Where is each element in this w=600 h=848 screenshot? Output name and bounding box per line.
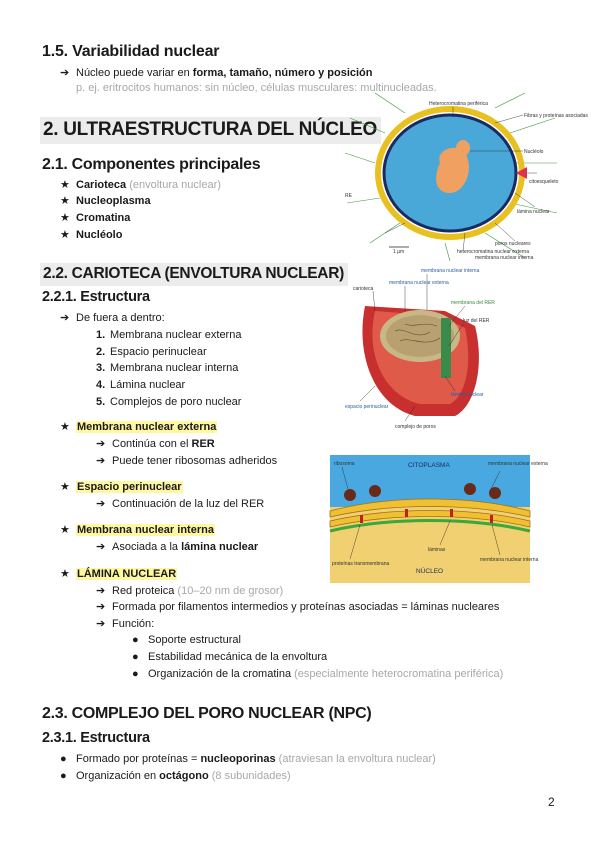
star-icon: ★ bbox=[60, 524, 70, 536]
section-title-2-2: 2.2. CARIOTECA (ENVOLTURA NUCLEAR) bbox=[40, 263, 348, 286]
fig2-label: carioteca bbox=[353, 286, 374, 292]
sub-item: ➔ Función: bbox=[96, 618, 155, 630]
star-icon: ★ bbox=[60, 481, 70, 493]
highlight-heading: ★ Membrana nuclear interna bbox=[60, 524, 214, 536]
star-icon: ★ bbox=[60, 212, 70, 224]
fig2-label: lámina nuclear bbox=[451, 392, 484, 398]
fig2-label: espacio perinuclear bbox=[345, 404, 389, 410]
bullet-icon: ● bbox=[60, 770, 67, 782]
rer-cut bbox=[441, 318, 451, 378]
fig1-label: Nucléolo bbox=[524, 149, 544, 155]
variability-line: ➔ Núcleo puede variar en forma, tamaño, número y posición bbox=[60, 67, 373, 79]
section-title-1-5: 1.5. Variabilidad nuclear bbox=[42, 43, 220, 60]
star-icon: ★ bbox=[60, 229, 70, 241]
list-item: ★ Cromatina bbox=[60, 212, 131, 224]
ordered-item: 2. Espacio perinuclear bbox=[96, 346, 207, 358]
section-title-2-3: 2.3. COMPLEJO DEL PORO NUCLEAR (NPC) bbox=[42, 705, 372, 722]
section-title-2: 2. ULTRAESTRUCTURA DEL NÚCLEO bbox=[40, 117, 381, 144]
star-icon: ★ bbox=[60, 568, 70, 580]
bullet-icon: ● bbox=[132, 651, 139, 663]
highlight-heading: ★ Membrana nuclear externa bbox=[60, 421, 217, 433]
fig1-label: poros nucleares bbox=[495, 241, 531, 247]
fig2-label: complejo de poros bbox=[395, 424, 436, 430]
fig3-label: membrana nuclear interna bbox=[480, 557, 539, 563]
star-icon: ★ bbox=[60, 195, 70, 207]
bullet-icon: ● bbox=[132, 634, 139, 646]
bullet-item: ● Organización de la cromatina (especialmente heterocromatina periférica) bbox=[132, 668, 504, 680]
nucleolus-lobe bbox=[456, 140, 470, 156]
fig1-label: citoesqueleto bbox=[529, 179, 559, 185]
fig1-label: Heterocromatina periférica bbox=[429, 101, 488, 107]
section-title-2-3-1: 2.3.1. Estructura bbox=[42, 730, 150, 746]
ordered-item: 5. Complejos de poro nuclear bbox=[96, 396, 242, 408]
arrow-icon: ➔ bbox=[96, 498, 106, 510]
section-title-2-2-1: 2.2.1. Estructura bbox=[42, 289, 150, 305]
variability-example: p. ej. eritrocitos humanos: sin núcleo, células musculares: multinucleadas. bbox=[76, 82, 437, 94]
star-icon: ★ bbox=[60, 179, 70, 191]
list-item: ★ Nucléolo bbox=[60, 229, 123, 241]
sub-item: ➔ Puede tener ribosomas adheridos bbox=[96, 455, 278, 467]
arrow-icon: ➔ bbox=[60, 67, 70, 79]
sub-item: ➔ Continúa con el RER bbox=[96, 438, 215, 450]
arrow-icon: ➔ bbox=[96, 601, 106, 613]
bullet-icon: ● bbox=[132, 668, 139, 680]
highlight-heading: ★ Espacio perinuclear bbox=[60, 481, 182, 493]
fig1-label: 1 µm bbox=[393, 249, 405, 255]
fig2-label: luz del RER bbox=[463, 318, 490, 324]
arrow-icon: ➔ bbox=[96, 455, 106, 467]
fig1-label: membrana nuclear interna bbox=[475, 255, 534, 261]
sub-item: ➔ Asociada a la lámina nuclear bbox=[96, 541, 259, 553]
ordered-item: 3. Membrana nuclear interna bbox=[96, 362, 239, 374]
ordered-item: 4. Lámina nuclear bbox=[96, 379, 186, 391]
highlight-heading: ★ LÁMINA NUCLEAR bbox=[60, 568, 177, 580]
arrow-icon: ➔ bbox=[96, 438, 106, 450]
fig3-label: NÚCLEO bbox=[416, 568, 444, 575]
fig1-label: Fibras y proteínas asociadas bbox=[524, 113, 588, 119]
arrow-icon: ➔ bbox=[60, 312, 70, 324]
arrow-icon: ➔ bbox=[96, 541, 106, 553]
arrow-icon: ➔ bbox=[96, 585, 106, 597]
fig1-label: heterocromatina nuclear externa bbox=[457, 249, 529, 255]
fig3-label: ribosoma bbox=[334, 461, 355, 467]
bullet-item: ● Estabilidad mecánica de la envoltura bbox=[132, 651, 328, 663]
sub-item: ➔ Continuación de la luz del RER bbox=[96, 498, 265, 510]
fig3-label: proteínas transmembrana bbox=[332, 561, 390, 567]
ordered-item: 1. Membrana nuclear externa bbox=[96, 329, 242, 341]
bullet-item: ● Soporte estructural bbox=[132, 634, 241, 646]
fig3-label: CITOPLASMA bbox=[408, 462, 450, 469]
star-icon: ★ bbox=[60, 421, 70, 433]
fig1-label: lámina nuclear bbox=[517, 209, 550, 215]
list-item: ★ Carioteca (envoltura nuclear) bbox=[60, 179, 221, 191]
nucleus-diagram bbox=[345, 93, 588, 263]
fig3-label: láminas bbox=[428, 547, 446, 553]
intro-line: ➔ De fuera a dentro: bbox=[60, 312, 165, 324]
section-title-2-1: 2.1. Componentes principales bbox=[42, 156, 261, 173]
fig3-label: membrana nuclear externa bbox=[488, 461, 548, 467]
arrow-icon: ➔ bbox=[96, 618, 106, 630]
bullet-icon: ● bbox=[60, 753, 67, 765]
page-number: 2 bbox=[548, 795, 555, 809]
envelope-3d-diagram bbox=[345, 266, 500, 434]
sub-item: ➔ Formada por filamentos intermedios y proteínas asociadas = láminas nucleares bbox=[96, 601, 500, 613]
fig2-label: membrana del RER bbox=[451, 300, 495, 306]
fig2-label: membrana nuclear interna bbox=[421, 268, 480, 274]
list-item: ★ Nucleoplasma bbox=[60, 195, 151, 207]
fig2-label: membrana nuclear externa bbox=[389, 280, 449, 286]
fig1-label: RE bbox=[345, 193, 352, 199]
bullet-item: ● Organización en octágono (8 subunidades) bbox=[60, 770, 291, 782]
sub-item: ➔ Red proteica (10–20 nm de grosor) bbox=[96, 585, 284, 597]
bullet-item: ● Formado por proteínas = nucleoporinas (atraviesan la envoltura nuclear) bbox=[60, 753, 436, 765]
envelope-layers-diagram bbox=[330, 455, 548, 583]
